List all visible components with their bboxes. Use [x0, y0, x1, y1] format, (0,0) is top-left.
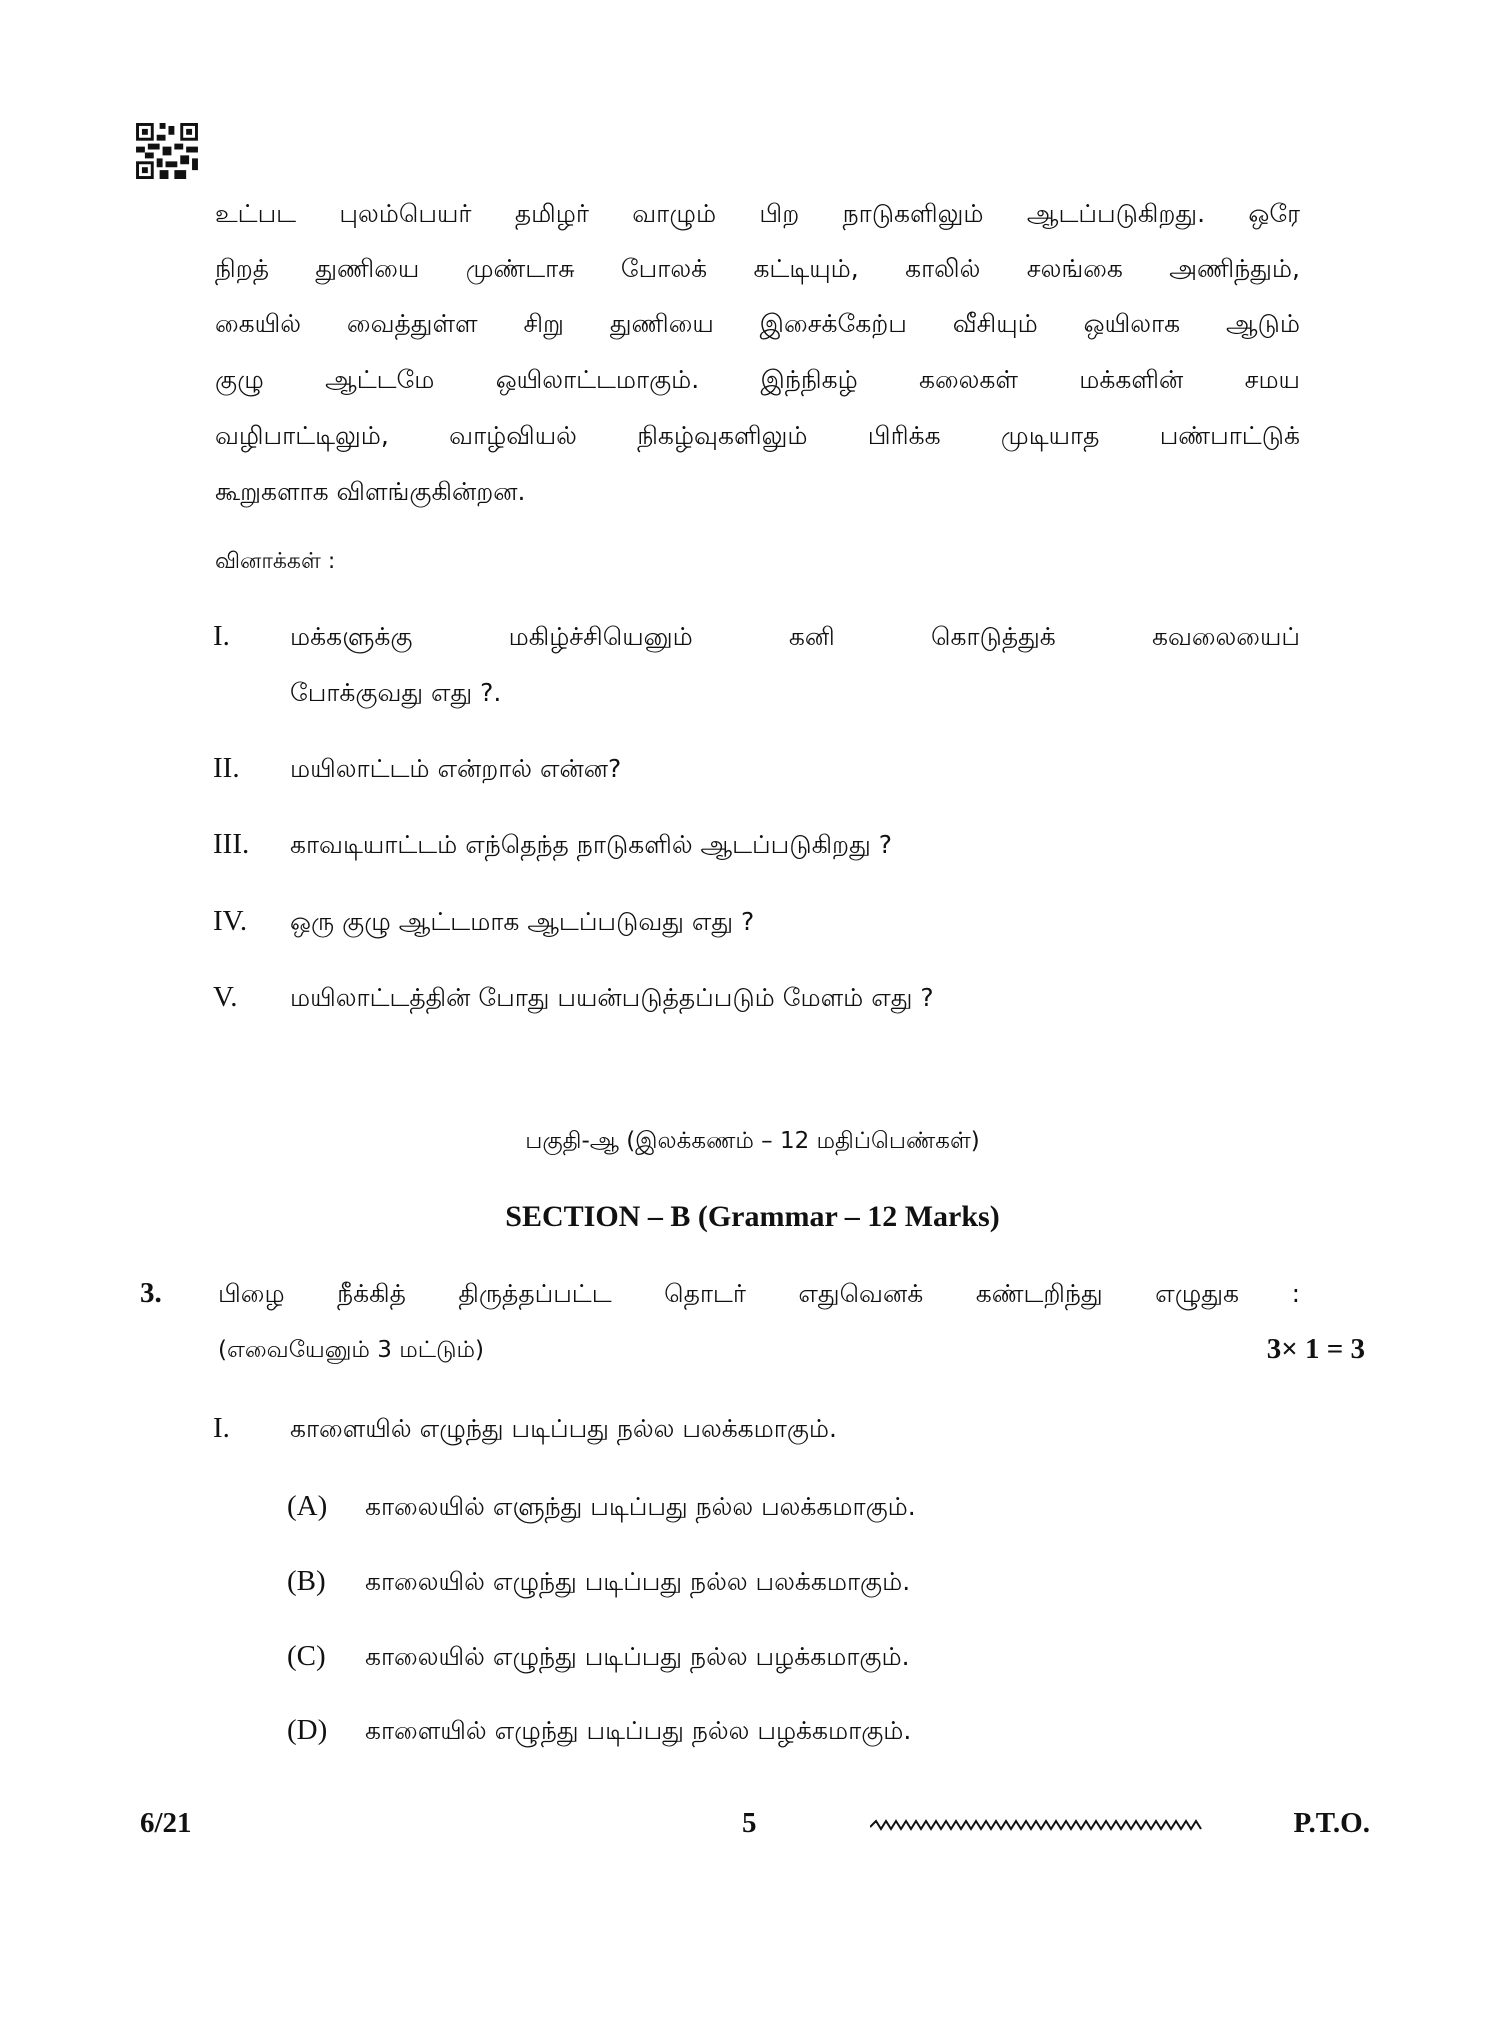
footer-paper-code: 6/21 — [140, 1807, 192, 1839]
passage-line: நிறத் துணியை முண்டாசு போலக் கட்டியும், காலில் சலங்கை அணிந்தும், — [215, 254, 1300, 283]
section-heading-tamil: பகுதி-ஆ (இலக்கணம் – 12 மதிப்பெண்கள்) — [525, 1128, 980, 1154]
section-heading-english: SECTION – B (Grammar – 12 Marks) — [505, 1200, 1000, 1233]
question-text: மக்களுக்கு மகிழ்ச்சியெனும் கனி கொடுத்துக் கவலையைப் — [290, 622, 1300, 651]
passage-line: குழு ஆட்டமே ஒயிலாட்டமாகும். இந்நிகழ் கலைகள் மக்களின் சமய — [215, 365, 1300, 394]
question-3-marks: 3× 1 = 3 — [1266, 1333, 1365, 1365]
option-label: (A) — [287, 1490, 328, 1522]
question-3-text: பிழை நீக்கித் திருத்தப்பட்ட தொடர் எதுவெனக் கண்டறிந்து எழுதுக : — [218, 1279, 1300, 1308]
question-text: மயிலாட்டத்தின் போது பயன்படுத்தப்படும் மேளம் எது ? — [290, 983, 934, 1012]
subquestion-number: I. — [213, 1412, 230, 1444]
footer-page-number: 5 — [742, 1807, 757, 1839]
passage-line: உட்பட புலம்பெயர் தமிழர் வாழும் பிற நாடுகளிலும் ஆடப்படுகிறது. ஒரே — [215, 199, 1300, 228]
option-label: (C) — [287, 1640, 326, 1672]
option-label: (D) — [287, 1714, 328, 1746]
option-text: காலையில் எழுந்து படிப்பது நல்ல பழக்கமாகும். — [365, 1642, 910, 1671]
passage-line: கையில் வைத்துள்ள சிறு துணியை இசைக்கேற்ப வீசியும் ஒயிலாக ஆடும் — [215, 309, 1300, 338]
option-text: காலையில் எழுந்து படிப்பது நல்ல பலக்கமாகும். — [365, 1567, 911, 1596]
question-text: காவடியாட்டம் எந்தெந்த நாடுகளில் ஆடப்படுகிறது ? — [290, 830, 892, 859]
passage-line: வழிபாட்டிலும், வாழ்வியல் நிகழ்வுகளிலும் பிரிக்க முடியாத பண்பாட்டுக் — [215, 421, 1300, 450]
passage-line: கூறுகளாக விளங்குகின்றன. — [215, 477, 526, 506]
question-number: V. — [213, 981, 238, 1013]
question-number: III. — [213, 828, 250, 860]
option-label: (B) — [287, 1565, 326, 1597]
subquestion-text: காளையில் எழுந்து படிப்பது நல்ல பலக்கமாகும். — [290, 1414, 837, 1443]
question-3-number: 3. — [140, 1277, 162, 1309]
question-text: போக்குவது எது ?. — [290, 678, 502, 707]
option-text: காளையில் எழுந்து படிப்பது நல்ல பழக்கமாகும். — [365, 1716, 912, 1745]
option-text: காலையில் எளுந்து படிப்பது நல்ல பலக்கமாகும். — [365, 1492, 916, 1521]
qr-code — [136, 123, 198, 179]
questions-heading: வினாக்கள் : — [215, 549, 336, 574]
question-number: I. — [213, 620, 230, 652]
question-number: IV. — [213, 905, 248, 937]
question-text: மயிலாட்டம் என்றால் என்ன? — [290, 754, 622, 783]
footer-pto: P.T.O. — [1293, 1807, 1370, 1839]
question-number: II. — [213, 752, 240, 784]
decorative-wavy-line — [870, 1815, 1205, 1833]
question-3-instruction: (எவையேனும் 3 மட்டும்) — [218, 1337, 485, 1363]
question-text: ஒரு குழு ஆட்டமாக ஆடப்படுவது எது ? — [290, 907, 755, 936]
